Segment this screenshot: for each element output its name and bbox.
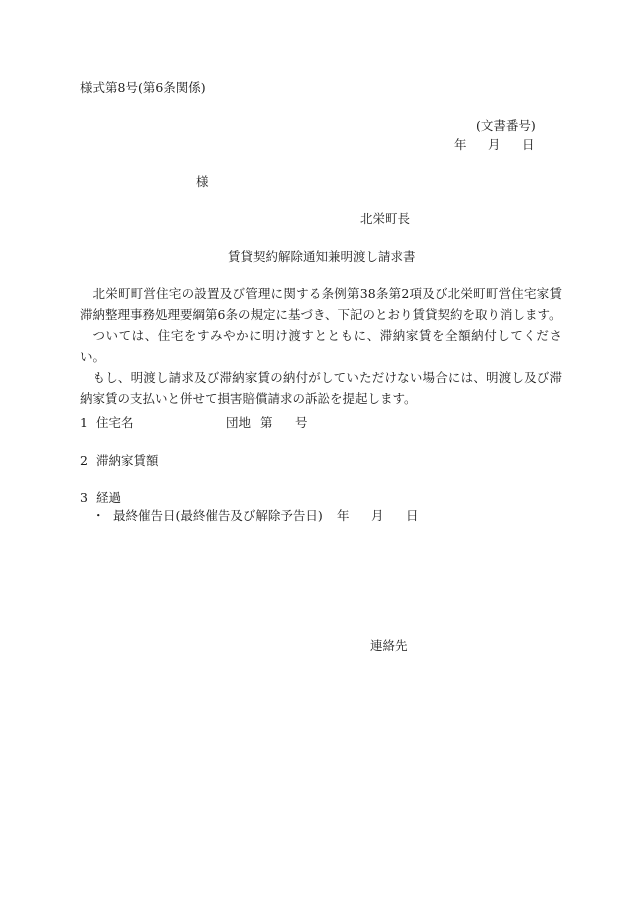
- notice-month-label: 月: [371, 508, 384, 523]
- document-number: (文書番号): [476, 118, 536, 133]
- item-label: 経過: [96, 490, 122, 505]
- document-title: 賃貸契約解除通知兼明渡し請求書: [228, 249, 416, 264]
- item-number: 2: [80, 453, 88, 468]
- item-label: 住宅名: [96, 415, 134, 430]
- form-number: 様式第8号(第6条関係): [80, 80, 206, 95]
- bullet: ・: [92, 508, 105, 523]
- notice-year-label: 年: [337, 508, 350, 523]
- danchi-label: 団地: [226, 415, 252, 430]
- item-number: 1: [80, 415, 88, 430]
- item-number: 3: [80, 490, 88, 505]
- go-label: 号: [295, 415, 308, 430]
- date-year-label: 年: [454, 137, 467, 152]
- date-day-label: 日: [522, 137, 535, 152]
- contact-label: 連絡先: [370, 638, 408, 653]
- body-paragraph: ついては、住宅をすみやかに明け渡すとともに、滞納家賃を全額納付してください。: [80, 328, 562, 364]
- dai-label: 第: [260, 415, 273, 430]
- addressee-suffix: 様: [196, 174, 209, 189]
- body-text: [80, 283, 562, 409]
- notice-day-label: 日: [406, 508, 419, 523]
- final-notice-label: 最終催告日(最終催告及び解除予告日): [113, 508, 323, 523]
- sender-name: 北栄町長: [360, 211, 411, 226]
- body-paragraph: 北栄町町営住宅の設置及び管理に関する条例第38条第2項及び北栄町町営住宅家賃滞納整理事務処理要綱第6条の規定に基づき、下記のとおり賃貸契約を取り消します。: [80, 286, 562, 322]
- item-label: 滞納家賃額: [96, 453, 159, 468]
- body-paragraph: もし、明渡し請求及び滞納家賃の納付がしていただけない場合には、明渡し及び滞納家賃の支払いと併せて損害賠償請求の訴訟を提起します。: [80, 370, 562, 406]
- date-month-label: 月: [488, 137, 501, 152]
